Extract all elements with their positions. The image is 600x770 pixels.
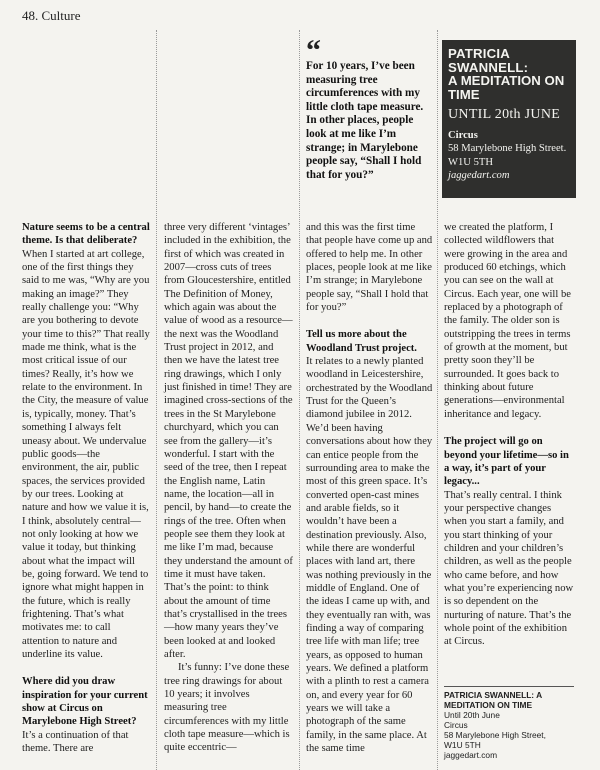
venue-address: 58 Marylebone High Street.: [448, 143, 567, 155]
venue-website: jaggedart.com: [448, 169, 510, 181]
factfile-postcode: W1U 5TH: [444, 740, 481, 750]
factfile-venue: Circus: [444, 720, 468, 730]
exhibition-title: A MEDITATION ON TIME: [448, 73, 565, 102]
interview-answer: It relates to a newly planted woodland in Leicestershire, orchestrated by the Woodland Trust for the Queen’s diamond jubilee in 2012. We’d been having conversations about how they can entice people from the surrounding area to make the most of this green space. It’s converted open-cast mines and arable fields, so it wouldn’t have been a destination previously. Also, while there are wonderful places with land art, there was nothing previously in the middle of England. One of the ideas I came up with, and they eventually ran with, was finding a way of comparing tree life with man life; tree years, as opposed to human years. We defined a platform with a plinth to rest a camera on, and every year for 60 years we will take a photograph of the same family, in the same place. At the same time: [306, 356, 433, 755]
artist-name: PATRICIA SWANNELL:: [448, 46, 529, 75]
pull-quote: [306, 34, 434, 182]
pull-quote-text: For 10 years, I’ve been measuring tree circumferences with my little cloth tape measure. In other places, people look at me like I’m strange; in Marylebone people say, “Shall I hold that for you?”: [306, 60, 424, 181]
column-divider-3: [437, 30, 438, 770]
factfile-dates: Until 20th June: [444, 710, 500, 720]
column-divider-1: [156, 30, 157, 770]
interview-answer: and this was the first time that people have come up and offered to help me. In other places, people look at me like I’m strange; in Marylebone people say, “Shall I hold that for you?”: [306, 222, 433, 314]
interview-answer: three very different ‘vintages’ included in the exhibition, the first of which was created in 2007—cross cuts of trees from Gloucestershire, entitled The Definition of Money, which again was about the value of wood as a resource—the next was the Woodland Trust project in 2012, and then we have the latest tree ring drawings, which I only just finished in time! They are imagined cross-sections of the trees in the St Marylebone churchyard, which you can see from the gallery—it’s wonderful. I start with the seed of the tree, then I repeat the English name, Latin name, the location—all in pencil, by hand—to create the rings of the tree. Often when people see them they look at me like I’m mad, because they understand the amount of time it must have taken. That’s the point: to think about the amount of time that’s crystallised in the trees—how many years they’ve been looked at and looked after.: [164, 222, 293, 660]
article-column-1: [22, 221, 150, 755]
column-divider-2: [299, 30, 300, 770]
interview-answer: When I started at art college, one of the first things they said to me was, “Why are you making an image?” They really challenge you: “Why are you bothering to devote your time to this?” That really made me think, what is the most critical issue of our times? Really, it’s how we relate to the environment. In the City, the measure of value is, typically, money. That’s something I always felt uneasy about. We undervalue public goods—the environment, the air, public spaces, the services provided by our trees. Looking at nature and how we value it is, I think, absolutely central—not only looking at how we value it today, but thinking about what the impact will be, going forward. We tend to ignore what might happen in the future, which is really frightening. That’s what motivates me: to call attention to nature and underline its value.: [22, 248, 150, 660]
venue-postcode: W1U 5TH: [448, 156, 494, 168]
page-folio: 48. Culture: [22, 8, 81, 23]
article-column-4: [444, 221, 576, 649]
interview-answer: we created the platform, I collected wildflowers that were growing in the area and produced 60 etchings, which you can see on the wall at Circus. Each year, one will be replaced by a photograph of the family. The older son is outstripping the trees in terms of growth at the moment, but pretty soon they’ll be surrounded. It goes back to thinking about future generations—environmental inheritance and legacy.: [444, 222, 571, 420]
exhibition-info-box: [442, 40, 576, 198]
factfile-website: jaggedart.com: [444, 750, 498, 760]
venue-details: [448, 129, 576, 182]
factfile-title: PATRICIA SWANNELL: A MEDITATION ON TIME: [444, 690, 542, 710]
interview-answer: It’s funny: I’ve done these tree ring drawings for about 10 years; it involves measuring tree circumferences with my little cloth tape measure—which is quite eccentric—: [164, 662, 290, 754]
interview-answer: That’s really central. I think your perspective changes when you start a family, and you start thinking of your children and your children’s children, as well as the people who came before, and how what you’re experiencing now is so dependent on the nurturing of nature. That’s the whole point of the exhibition at Circus.: [444, 489, 574, 648]
interview-question: Where did you draw inspiration for your current show at Circus on Marylebone High Street?: [22, 676, 148, 728]
article-column-3: [306, 221, 433, 755]
venue-name: Circus: [448, 130, 478, 141]
exhibition-dates: UNTIL 20th JUNE: [448, 107, 561, 122]
interview-answer: It’s a continuation of that theme. There are: [22, 729, 129, 755]
interview-question: The project will go on beyond your lifetime—so in a way, it’s part of your legacy...: [444, 436, 569, 488]
factfile-address: 58 Marylebone High Street,: [444, 730, 546, 740]
interview-question: Tell us more about the Woodland Trust project.: [306, 329, 417, 354]
quote-mark-icon: “: [306, 34, 321, 67]
interview-question: Nature seems to be a central theme. Is that deliberate?: [22, 222, 150, 247]
exhibition-factfile: [444, 686, 574, 760]
article-column-2: [164, 221, 293, 755]
